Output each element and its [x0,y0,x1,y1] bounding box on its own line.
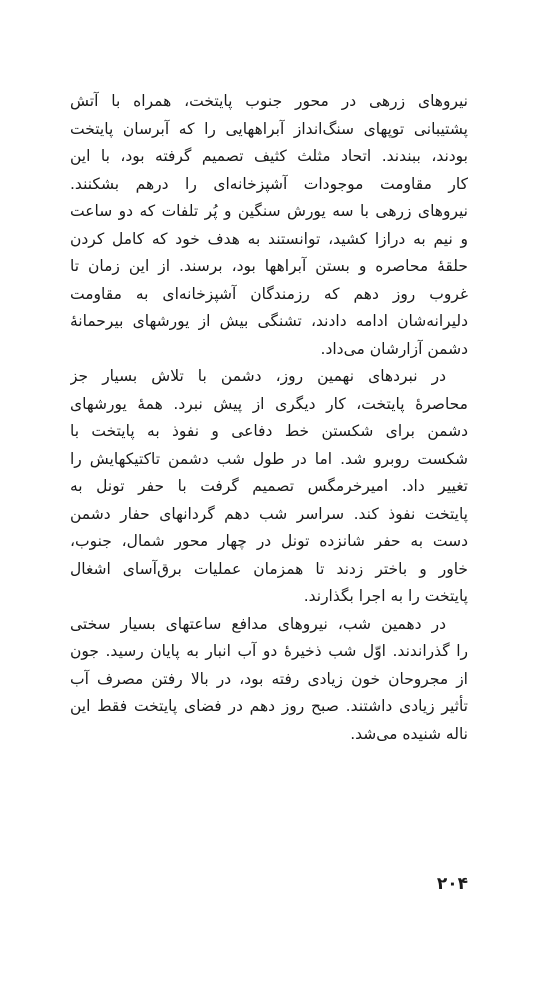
text-line: و نیم به درازا کشید، توانستند به هدف خود که کامل کردن [70,229,468,248]
text-line: پشتیبانی توپهای سنگ‌انداز آبراههایی را که آبرسان پایتخت [70,119,468,138]
text-line: در نبردهای نهمین روز، دشمن با تلاش بسیار جز [70,367,446,385]
text-line: حلقهٔ محاصره و بستن آبراهها بود، برسند. از این زمان تا [70,257,468,275]
body-text [70,88,468,748]
text-line: را گذراندند. اوّل شب ذخیرهٔ دو آب انبار به پایان رسید. جون [70,642,468,660]
text-line: تأثیر زیادی داشتند. صبح روز دهم در فضای پایتخت فقط این [70,697,468,715]
text-line: محاصرهٔ پایتخت، کار دیگری از پیش نبرد. همهٔ یورشهای [70,394,468,413]
text-line: ناله شنیده می‌شد. [350,724,468,743]
text-line: دست به حفر شانزده تونل در چهار محور شمال، جنوب، [70,532,468,550]
page-number: ۲۰۴ [436,874,468,894]
text-line: دشمن برای شکستن خط دفاعی و نفوذ به پایتخت با [70,422,468,440]
text-line: غروب روز دهم که رزمندگان آشپزخانه‌ای به مقاومت [70,284,468,303]
text-line: تغییر داد. امیرخرمگس تصمیم گرفت با حفر تونل به [70,477,468,495]
text-line: پایتخت را به اجرا بگذارند. [303,587,468,605]
text-line: کار مقاومت موجودات آشپزخانه‌ای را درهم بشکنند. [70,174,468,193]
text-line: بودند، ببندند. اتحاد مثلث کثیف تصمیم گرفته بود، با این [70,147,468,165]
text-line: دشمن آزارشان می‌داد. [320,339,468,358]
text-line: خاور و باختر زدند تا همزمان عملیات برق‌آسای اشغال [70,559,468,578]
text-line: نیروهای زرهی با سه یورش سنگین و پُر تلفات که دو ساعت [70,202,468,220]
text-line: از مجروحان خون زیادی رفته بود، در بالا رفتن مصرف آب [70,669,468,688]
text-line: شکست روبرو شد. اما در طول شب دشمن تاکتیکهایش را [70,449,468,468]
text-line: نیروهای زرهی در محور جنوب پایتخت، همراه با آتش [70,92,468,110]
text-line: در دهمین شب، نیروهای مدافع ساعتهای بسیار سختی [70,614,446,633]
text-line: پایتخت نفوذ کند. سراسر شب دهم گردانهای حفار دشمن [70,504,468,523]
text-line: دلیرانه‌شان ادامه دادند، تشنگی بیش از یورشهای بیرحمانهٔ [70,312,468,330]
